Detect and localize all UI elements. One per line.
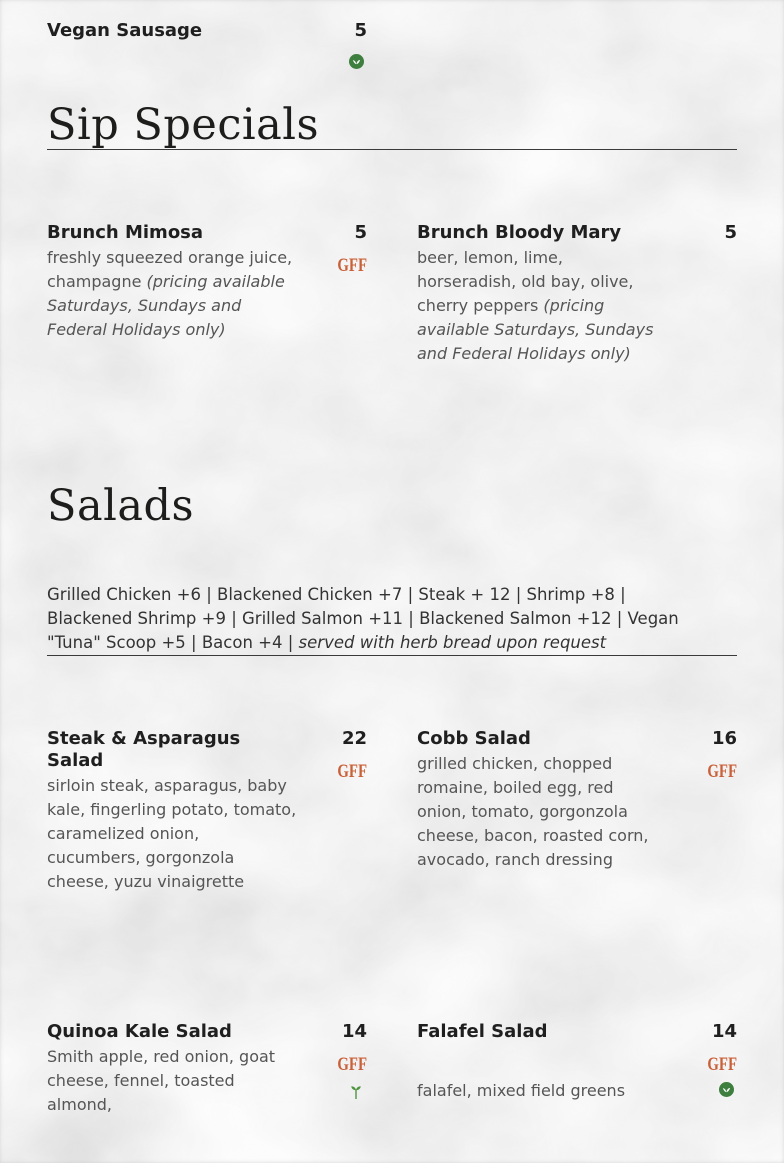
vegan-icon bbox=[719, 1082, 734, 1097]
item-name: Brunch Mimosa bbox=[47, 222, 204, 243]
item-price: 22 bbox=[341, 728, 367, 749]
item-name: Quinoa Kale Salad bbox=[47, 1021, 232, 1042]
item-description-note: (pricing available Saturdays, Sundays and Federal Holidays only) bbox=[47, 272, 285, 339]
gff-badge: GFF bbox=[337, 255, 367, 276]
item-price: 5 bbox=[354, 222, 367, 243]
item-description: beer, lemon, lime, horseradish, old bay, olive, cherry peppers (pricing available Saturdays, Sundays and Federal Holidays only) bbox=[417, 248, 654, 363]
item-price: 16 bbox=[711, 728, 737, 749]
menu-item-brunch-bloody-mary bbox=[417, 222, 737, 366]
item-description: Smith apple, red onion, goat cheese, fennel, toasted almond, bbox=[47, 1047, 276, 1114]
item-name: Cobb Salad bbox=[417, 728, 531, 749]
menu-item-falafel-salad bbox=[417, 1021, 737, 1117]
carryover-row bbox=[47, 20, 737, 69]
item-description-note: (pricing available Saturdays, Sundays and Federal Holidays only) bbox=[417, 296, 654, 363]
item-price: 14 bbox=[341, 1021, 367, 1042]
gff-badge: GFF bbox=[337, 761, 367, 782]
item-price: 14 bbox=[711, 1021, 737, 1042]
gff-badge: GFF bbox=[707, 1054, 737, 1075]
gff-badge: GFF bbox=[707, 761, 737, 782]
item-price: 5 bbox=[354, 20, 367, 41]
item-description: sirloin steak, asparagus, baby kale, fingerling potato, tomato, caramelized onion, cucumbers, gorgonzola cheese, yuzu vinaigrette bbox=[47, 776, 297, 891]
sprout-icon bbox=[348, 1082, 364, 1100]
section-divider bbox=[47, 655, 737, 656]
item-description: grilled chicken, chopped romaine, boiled egg, red onion, tomato, gorgonzola cheese, bacon, roasted corn, avocado, ranch dressing bbox=[417, 754, 649, 869]
item-description: freshly squeezed orange juice, champagne (pricing available Saturdays, Sundays and Federal Holidays only) bbox=[47, 248, 293, 339]
item-description: falafel, mixed field greens bbox=[417, 1081, 626, 1100]
item-price: 5 bbox=[724, 222, 737, 243]
salads-addons-note: Grilled Chicken +6 | Blackened Chicken +7 | Steak + 12 | Shrimp +8 | Blackened Shrimp +9 | Grilled Salmon +11 | Blackened Salmon +12 | Vegan "Tuna" Scoop +5 | Bacon +4 | served with herb bread upon request bbox=[47, 585, 679, 652]
sip-specials-items bbox=[47, 222, 737, 366]
menu-item-vegan-sausage bbox=[47, 20, 367, 69]
item-name: Steak & Asparagus Salad bbox=[47, 728, 241, 771]
gff-badge: GFF bbox=[337, 1054, 367, 1075]
item-name: Falafel Salad bbox=[417, 1021, 548, 1042]
menu-item-quinoa-kale-salad bbox=[47, 1021, 367, 1117]
item-name: Brunch Bloody Mary bbox=[417, 222, 622, 243]
salads-note-italic: served with herb bread upon request bbox=[298, 633, 607, 652]
vegan-icon bbox=[349, 54, 364, 69]
section-heading-sip-specials: Sip Specials bbox=[47, 100, 320, 150]
menu-item-steak-asparagus-salad bbox=[47, 728, 367, 894]
item-name: Vegan Sausage bbox=[47, 20, 203, 41]
section-heading-salads: Salads bbox=[47, 481, 195, 531]
menu-item-brunch-mimosa bbox=[47, 222, 367, 366]
salads-items bbox=[47, 728, 737, 1117]
menu-item-cobb-salad bbox=[417, 728, 737, 894]
